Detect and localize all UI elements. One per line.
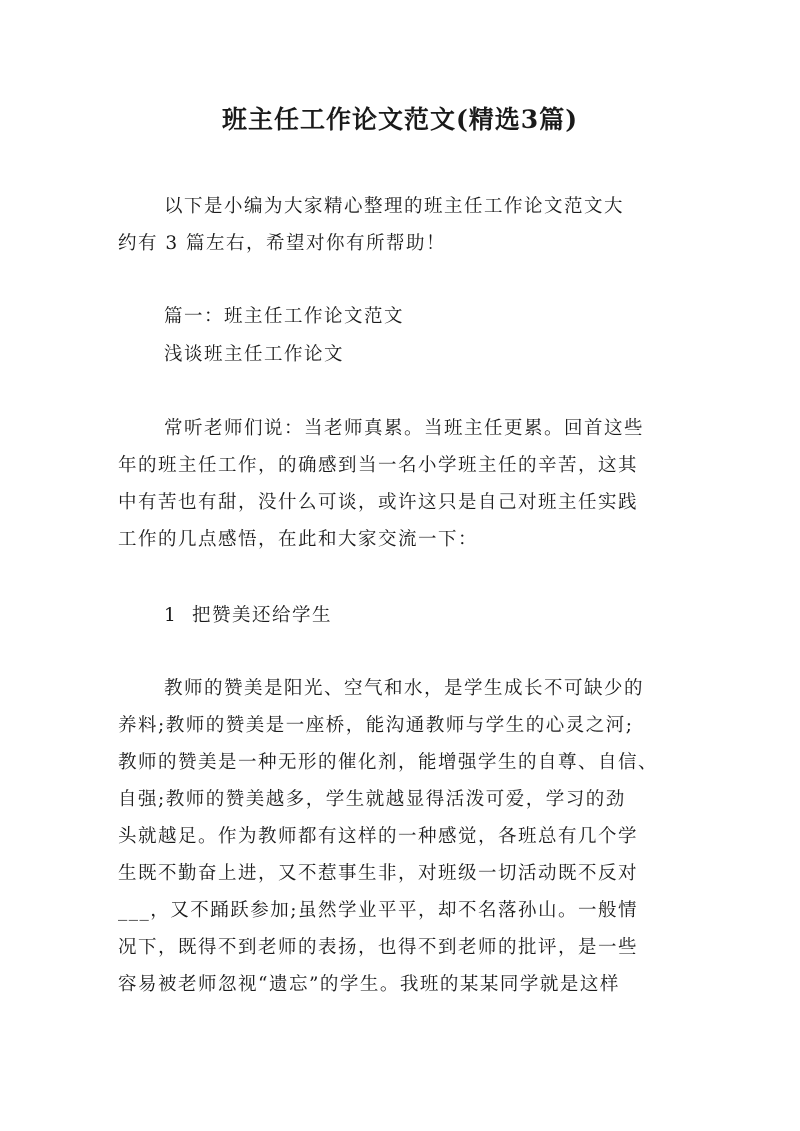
paragraph-line: ___，又不踊跃参加;虽然学业平平，却不名落孙山。一般情 <box>118 900 638 921</box>
paragraph-line: 教师的赞美是一种无形的催化剂，能增强学生的自尊、自信、 <box>118 752 659 773</box>
paragraph-line: 教师的赞美是阳光、空气和水，是学生成长不可缺少的 <box>164 678 645 699</box>
intro-line: 以下是小编为大家精心整理的班主任工作论文范文大 <box>164 196 625 217</box>
paragraph-line: 况下，既得不到老师的表扬，也得不到老师的批评，是一些 <box>118 937 639 958</box>
paragraph-line: 常听老师们说：当老师真累。当班主任更累。回首这些 <box>164 418 645 439</box>
article-title: 浅谈班主任工作论文 <box>164 344 345 365</box>
paragraph-line: 生既不勤奋上进，又不惹事生非，对班级一切活动既不反对 <box>118 863 639 884</box>
section-heading: 1 把赞美还给学生 <box>164 605 333 626</box>
paragraph-line: 养料;教师的赞美是一座桥，能沟通教师与学生的心灵之河; <box>118 715 634 736</box>
document-title: 班主任工作论文范文(精选3篇) <box>221 105 579 134</box>
chapter-heading: 篇一：班主任工作论文范文 <box>164 306 405 327</box>
intro-line: 约有 3 篇左右，希望对你有所帮助！ <box>118 233 447 254</box>
paragraph-line: 自强;教师的赞美越多，学生就越显得活泼可爱，学习的劲 <box>118 789 626 810</box>
paragraph-line: 头就越足。作为教师都有这样的一种感觉，各班总有几个学 <box>118 826 639 847</box>
paragraph-line: 年的班主任工作，的确感到当一名小学班主任的辛苦，这其 <box>118 455 639 476</box>
paragraph-1 <box>118 410 688 558</box>
paragraph-2 <box>118 670 688 1003</box>
intro-paragraph <box>118 188 688 262</box>
paragraph-line: 容易被老师忽视“遗忘”的学生。我班的某某同学就是这样 <box>118 974 620 995</box>
paragraph-line: 中有苦也有甜，没什么可谈，或许这只是自己对班主任实践 <box>118 492 639 513</box>
paragraph-line: 工作的几点感悟，在此和大家交流一下： <box>118 529 479 550</box>
